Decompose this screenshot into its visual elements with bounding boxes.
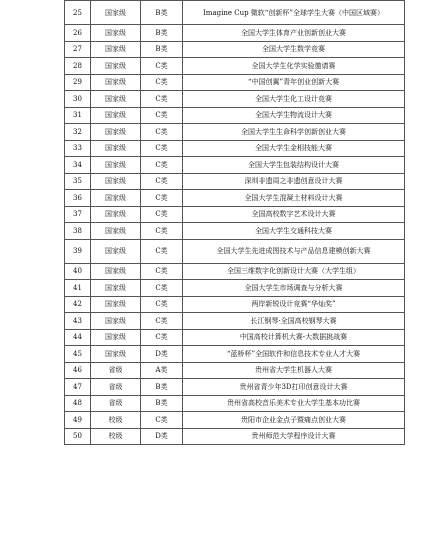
- row-competition-name: 深圳非遗周之非遗创意设计大赛: [183, 173, 405, 190]
- row-number: 30: [65, 91, 91, 108]
- row-competition-name: 全国大学生化学实验邀请赛: [183, 58, 405, 75]
- table-row: [65, 280, 405, 297]
- row-level: 国家级: [91, 25, 141, 42]
- row-category: B类: [141, 1, 183, 25]
- row-competition-name: 长江钢琴·全国高校钢琴大赛: [183, 313, 405, 330]
- table-row: [65, 346, 405, 363]
- row-level: 省级: [91, 395, 141, 412]
- row-level: 国家级: [91, 41, 141, 58]
- row-number: 50: [65, 428, 91, 445]
- row-level: 校级: [91, 412, 141, 429]
- table-row: [65, 124, 405, 141]
- row-number: 26: [65, 25, 91, 42]
- row-number: 45: [65, 346, 91, 363]
- table-row: [65, 223, 405, 240]
- row-category: C类: [141, 124, 183, 141]
- table-row: [65, 428, 405, 445]
- table-row: [65, 107, 405, 124]
- row-category: A类: [141, 362, 183, 379]
- table-row: [65, 25, 405, 42]
- row-level: 国家级: [91, 346, 141, 363]
- row-level: 国家级: [91, 223, 141, 240]
- row-category: C类: [141, 329, 183, 346]
- row-competition-name: 全国大学生金相技能大赛: [183, 140, 405, 157]
- row-level: 国家级: [91, 313, 141, 330]
- row-level: 省级: [91, 362, 141, 379]
- row-level: 国家级: [91, 173, 141, 190]
- row-category: C类: [141, 107, 183, 124]
- row-level: 国家级: [91, 280, 141, 297]
- row-number: 34: [65, 157, 91, 174]
- row-number: 36: [65, 190, 91, 207]
- competition-table-body: [65, 1, 405, 445]
- row-category: C类: [141, 313, 183, 330]
- row-level: 国家级: [91, 296, 141, 313]
- row-category: C类: [141, 190, 183, 207]
- row-level: 国家级: [91, 58, 141, 75]
- table-row: [65, 1, 405, 25]
- table-row: [65, 190, 405, 207]
- row-competition-name: 全国高校数字艺术设计大赛: [183, 206, 405, 223]
- row-category: C类: [141, 74, 183, 91]
- row-competition-name: 贵州省大学生机器人大赛: [183, 362, 405, 379]
- row-number: 46: [65, 362, 91, 379]
- row-number: 38: [65, 223, 91, 240]
- row-competition-name: “蓝桥杯”全国软件和信息技术专业人才大赛: [183, 346, 405, 363]
- row-category: C类: [141, 157, 183, 174]
- row-number: 27: [65, 41, 91, 58]
- row-competition-name: 全国大学生先进成图技术与产品信息建模创新大赛: [183, 239, 405, 263]
- row-category: C类: [141, 91, 183, 108]
- row-competition-name: 全国大学生包装结构设计大赛: [183, 157, 405, 174]
- table-row: [65, 74, 405, 91]
- row-number: 37: [65, 206, 91, 223]
- table-row: [65, 313, 405, 330]
- row-category: C类: [141, 140, 183, 157]
- row-competition-name: 全国大学生交通科技大赛: [183, 223, 405, 240]
- table-row: [65, 91, 405, 108]
- row-competition-name: 全国大学生化工设计竞赛: [183, 91, 405, 108]
- row-number: 47: [65, 379, 91, 396]
- table-row: [65, 395, 405, 412]
- row-competition-name: 全国大学生体育产业创新创业大赛: [183, 25, 405, 42]
- table-row: [65, 58, 405, 75]
- row-competition-name: Imagine Cup 微软“创新杯”全球学生大赛（中国区域赛）: [183, 1, 405, 25]
- row-number: 44: [65, 329, 91, 346]
- row-level: 省级: [91, 379, 141, 396]
- table-row: [65, 239, 405, 263]
- row-competition-name: 全国大学生生命科学创新创业大赛: [183, 124, 405, 141]
- row-competition-name: 全国大学生混凝土材料设计大赛: [183, 190, 405, 207]
- table-row: [65, 41, 405, 58]
- row-level: 国家级: [91, 190, 141, 207]
- row-competition-name: 贵州师范大学程序设计大赛: [183, 428, 405, 445]
- row-number: 28: [65, 58, 91, 75]
- row-number: 48: [65, 395, 91, 412]
- row-category: C类: [141, 239, 183, 263]
- document-page: [64, 0, 404, 445]
- row-level: 国家级: [91, 124, 141, 141]
- row-number: 49: [65, 412, 91, 429]
- row-category: C类: [141, 58, 183, 75]
- table-row: [65, 173, 405, 190]
- row-level: 国家级: [91, 91, 141, 108]
- row-number: 25: [65, 1, 91, 25]
- row-category: C类: [141, 206, 183, 223]
- row-category: C类: [141, 296, 183, 313]
- table-row: [65, 206, 405, 223]
- row-number: 32: [65, 124, 91, 141]
- row-level: 国家级: [91, 263, 141, 280]
- row-competition-name: 全国三维数字化创新设计大赛（大学生组）: [183, 263, 405, 280]
- table-row: [65, 412, 405, 429]
- row-level: 国家级: [91, 239, 141, 263]
- row-number: 39: [65, 239, 91, 263]
- row-number: 41: [65, 280, 91, 297]
- row-level: 国家级: [91, 74, 141, 91]
- row-category: C类: [141, 263, 183, 280]
- row-competition-name: 两岸新锐设计竞赛“华灿奖”: [183, 296, 405, 313]
- row-category: D类: [141, 346, 183, 363]
- table-row: [65, 379, 405, 396]
- row-category: B类: [141, 395, 183, 412]
- row-category: D类: [141, 428, 183, 445]
- competition-table: [64, 0, 405, 445]
- row-level: 国家级: [91, 157, 141, 174]
- row-category: B类: [141, 25, 183, 42]
- row-competition-name: 全国大学生物流设计大赛: [183, 107, 405, 124]
- row-category: B类: [141, 41, 183, 58]
- row-category: C类: [141, 412, 183, 429]
- row-competition-name: 贵州省青少年3D打印创意设计大赛: [183, 379, 405, 396]
- table-row: [65, 140, 405, 157]
- row-level: 国家级: [91, 107, 141, 124]
- row-category: C类: [141, 223, 183, 240]
- row-competition-name: 贵州省高校音乐美术专业大学生基本功比赛: [183, 395, 405, 412]
- row-competition-name: 贵阳市企业金点子暨痛点创业大赛: [183, 412, 405, 429]
- row-level: 校级: [91, 428, 141, 445]
- row-number: 33: [65, 140, 91, 157]
- row-category: C类: [141, 280, 183, 297]
- table-row: [65, 263, 405, 280]
- row-number: 31: [65, 107, 91, 124]
- table-row: [65, 362, 405, 379]
- row-level: 国家级: [91, 329, 141, 346]
- row-competition-name: “中国创翼”青年创业创新大赛: [183, 74, 405, 91]
- table-row: [65, 157, 405, 174]
- row-number: 35: [65, 173, 91, 190]
- row-number: 29: [65, 74, 91, 91]
- row-competition-name: 全国大学生市场调查与分析大赛: [183, 280, 405, 297]
- row-competition-name: 中国高校计算机大赛-大数据挑战赛: [183, 329, 405, 346]
- row-category: C类: [141, 173, 183, 190]
- row-number: 40: [65, 263, 91, 280]
- row-level: 国家级: [91, 206, 141, 223]
- row-number: 43: [65, 313, 91, 330]
- row-competition-name: 全国大学生数学竞赛: [183, 41, 405, 58]
- table-row: [65, 296, 405, 313]
- row-level: 国家级: [91, 1, 141, 25]
- row-level: 国家级: [91, 140, 141, 157]
- row-number: 42: [65, 296, 91, 313]
- table-row: [65, 329, 405, 346]
- row-category: B类: [141, 379, 183, 396]
